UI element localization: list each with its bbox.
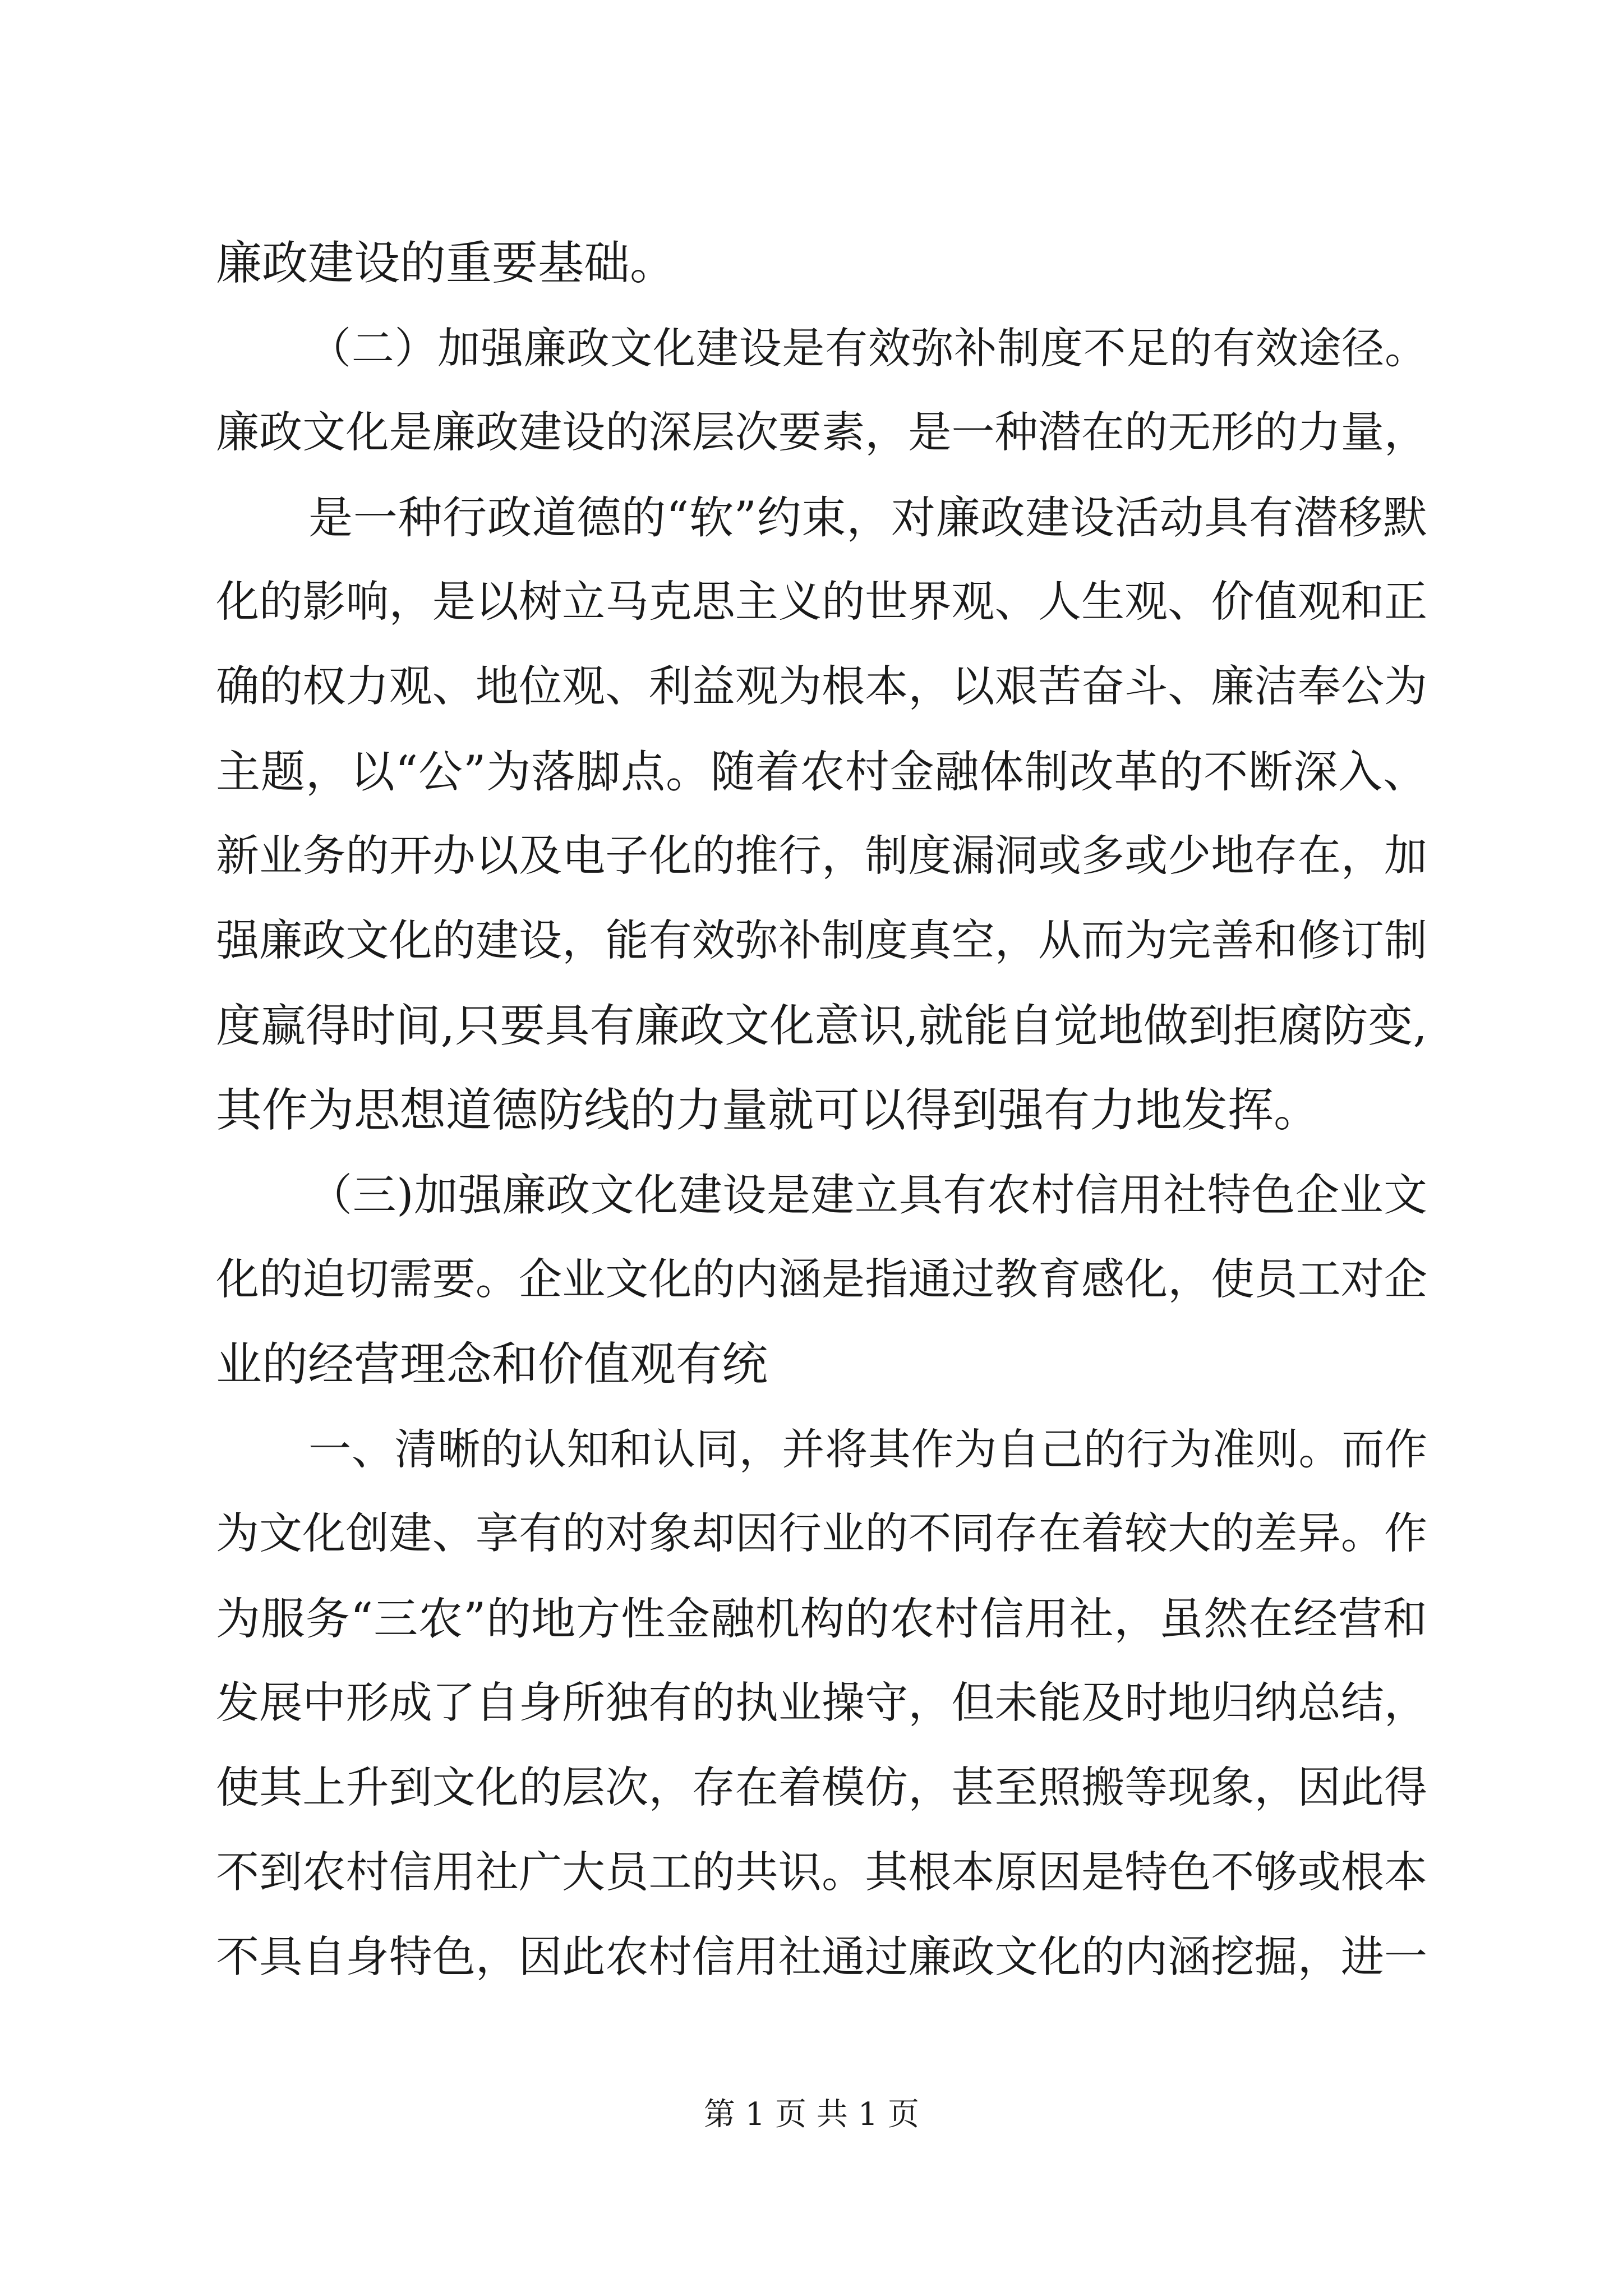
body-line-16: 为文化创建、享有的对象却因行业的不同存在着较大的差异。作	[216, 1509, 1427, 1559]
body-line-11: 其作为思想道德防线的力量就可以得到强有力地发挥。	[216, 1084, 1320, 1137]
body-line-1: 廉政建设的重要基础。	[216, 237, 676, 290]
body-line-17: 为服务“三农”的地方性金融机构的农村信用社，虽然在经营和	[216, 1593, 1427, 1645]
body-line-20: 不到农村信用社广大员工的共识。其根本原因是特色不够或根本	[216, 1848, 1427, 1898]
body-line-5: 化的影响，是以树立马克思主义的世界观、人生观、价值观和正	[216, 577, 1427, 627]
body-line-14: 业的经营理念和价值观有统	[216, 1338, 768, 1391]
body-line-9: 强廉政文化的建设，能有效弥补制度真空，从而为完善和修订制	[216, 916, 1427, 966]
body-line-7: 主题，以“公”为落脚点。随着农村金融体制改革的不断深入、	[216, 746, 1427, 798]
body-line-21: 不具自身特色，因此农村信用社通过廉政文化的内涵挖掘，进一	[216, 1932, 1427, 1982]
body-line-3: 廉政文化是廉政建设的深层次要素，是一种潜在的无形的力量，	[216, 408, 1427, 458]
body-line-12: （三)加强廉政文化建设是建立具有农村信用社特色企业文	[308, 1170, 1427, 1221]
body-line-15: 一、清晰的认知和认同，并将其作为自己的行为准则。而作	[308, 1424, 1427, 1474]
body-line-19: 使其上升到文化的层次，存在着模仿，甚至照搬等现象，因此得	[216, 1763, 1427, 1813]
body-line-6: 确的权力观、地位观、利益观为根本，以艰苦奋斗、廉洁奉公为	[216, 662, 1427, 712]
body-line-13: 化的迫切需要。企业文化的内涵是指通过教育感化，使员工对企	[216, 1255, 1427, 1305]
body-line-18: 发展中形成了自身所独有的执业操守，但未能及时地归纳总结，	[216, 1678, 1427, 1728]
body-line-10: 度赢得时间,只要具有廉政文化意识,就能自觉地做到拒腐防变,	[216, 1000, 1427, 1052]
body-line-8: 新业务的开办以及电子化的推行，制度漏洞或多或少地存在，加	[216, 831, 1427, 881]
page-number-footer: 第 1 页 共 1 页	[703, 2096, 920, 2133]
body-line-2: （二）加强廉政文化建设是有效弥补制度不足的有效途径。	[308, 323, 1427, 373]
body-line-4: 是一种行政道德的“软”约束，对廉政建设活动具有潜移默	[308, 492, 1427, 544]
